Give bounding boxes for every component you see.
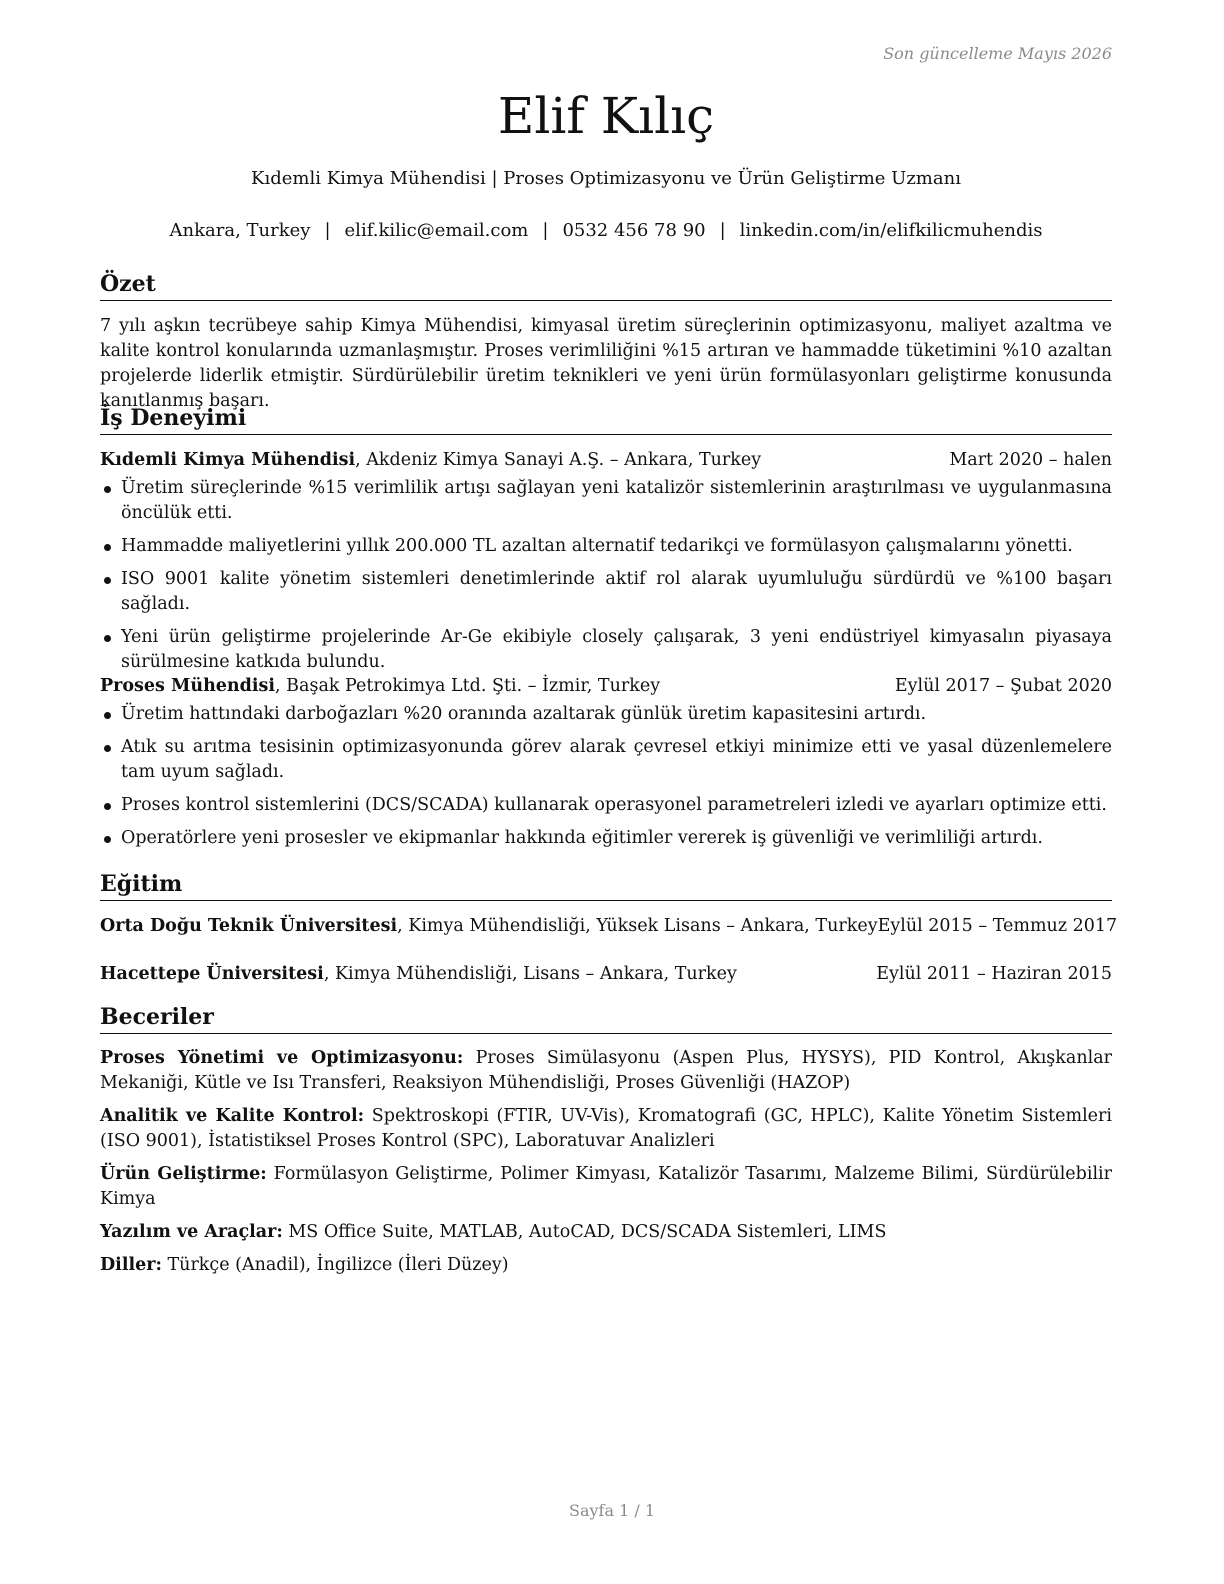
job-dates: Mart 2020 – halen	[949, 450, 1112, 470]
skill-item	[100, 1104, 1112, 1154]
skill-item	[100, 1162, 1112, 1212]
skill-text: Türkçe (Anadil), İngilizce (İleri Düzey)	[161, 1255, 509, 1275]
job-dates: Eylül 2017 – Şubat 2020	[894, 676, 1112, 696]
skill-label: Ürün Geliştirme:	[100, 1164, 267, 1184]
education-row	[100, 962, 1112, 987]
skill-text: Formülasyon Geliştirme, Polimer Kimyası, Katalizör Tasarımı, Malzeme Bilimi, Sürdürülebilir Kimya	[100, 1164, 1113, 1209]
job-bullet: Operatörlere yeni prosesler ve ekipmanlar hakkında eğitimler vererek iş güvenliği ve verimliliği artırdı.	[100, 826, 1112, 851]
job-org: , Başak Petrokimya Ltd. Şti. – İzmir, Turkey	[275, 676, 661, 696]
education-dates: Eylül 2015 – Temmuz 2017	[877, 916, 1118, 936]
skill-text: Proses Simülasyonu (Aspen Plus, HYSYS), PID Kontrol, Akışkanlar Mekaniği, Kütle ve Isı Transferi, Reaksiyon Mühendisliği, Proses Güvenliği (HAZOP)	[100, 1048, 1112, 1093]
job-bullets	[100, 476, 1112, 675]
contact-email[interactable]: elif.kilic@email.com	[344, 220, 529, 241]
education-entry	[100, 914, 1118, 939]
job-bullet: Atık su arıtma tesisinin optimizasyonunda görev alarak çevresel etkiyi minimize etti ve yasal düzenlemelere tam uyum sağladı.	[100, 735, 1112, 785]
education-row	[100, 914, 1118, 939]
skill-item	[100, 1253, 1112, 1278]
job-entry	[100, 448, 1112, 683]
contact-separator: |	[542, 220, 549, 241]
education-detail: , Kimya Mühendisliği, Yüksek Lisans – Ankara, Turkey	[397, 916, 878, 936]
education-dates: Eylül 2011 – Haziran 2015	[876, 964, 1112, 984]
job-header	[100, 674, 1112, 699]
job-bullet: Yeni ürün geliştirme projelerinde Ar-Ge ekibiyle closely çalışarak, 3 yeni endüstriyel kimyasalın piyasaya sürülmesine katkıda bulundu.	[100, 625, 1112, 675]
education-heading: Eğitim	[100, 870, 1112, 901]
job-role: Proses Mühendisi	[100, 676, 276, 696]
job-entry	[100, 674, 1112, 859]
experience-heading: İş Deneyimi	[100, 404, 1112, 435]
skill-text: MS Office Suite, MATLAB, AutoCAD, DCS/SCADA Sistemleri, LIMS	[282, 1222, 887, 1242]
skills-heading: Beceriler	[100, 1003, 1112, 1034]
page-number: Sayfa 1 / 1	[568, 1501, 655, 1520]
job-bullet: Üretim süreçlerinde %15 verimlilik artışı sağlayan yeni katalizör sistemlerinin araştırılması ve uygulanmasına öncülük etti.	[100, 476, 1112, 526]
job-org: , Akdeniz Kimya Sanayi A.Ş. – Ankara, Turkey	[355, 450, 762, 470]
skill-item	[100, 1046, 1112, 1096]
contact-separator: |	[719, 220, 726, 241]
contact-linkedin[interactable]: linkedin.com/in/elifkilicmuhendis	[739, 220, 1043, 241]
contact-separator: |	[324, 220, 331, 241]
education-school: Hacettepe Üniversitesi	[100, 964, 324, 984]
summary-text: 7 yılı aşkın tecrübeye sahip Kimya Mühendisi, kimyasal üretim süreçlerinin optimizasyonu, maliyet azaltma ve kalite kontrol konularında uzmanlaşmıştır. Proses verimliliğini %15 artıran ve hammadde tüketimini %10 azaltan projelerde liderlik etmiştir. Sürdürülebilir üretim teknikleri ve yeni ürün formülasyonları geliştirme konusunda kanıtlanmış başarı.	[100, 316, 1112, 411]
contact-phone: 0532 456 78 90	[562, 220, 706, 241]
last-updated: Son güncelleme Mayıs 2026	[883, 44, 1112, 63]
skill-label: Analitik ve Kalite Kontrol:	[100, 1106, 365, 1126]
education-detail: , Kimya Mühendisliği, Lisans – Ankara, Turkey	[323, 964, 737, 984]
job-bullets	[100, 702, 1112, 851]
person-name: Elif Kılıç	[497, 87, 715, 145]
contact-location: Ankara, Turkey	[169, 220, 311, 241]
job-bullet: Üretim hattındaki darboğazları %20 oranında azaltarak günlük üretim kapasitesini artırdı.	[100, 702, 1112, 727]
skill-label: Diller:	[100, 1255, 162, 1275]
skills-list	[100, 1046, 1112, 1286]
summary-heading: Özet	[100, 270, 1112, 301]
job-bullet: Proses kontrol sistemlerini (DCS/SCADA) kullanarak operasyonel parametreleri izledi ve ayarları optimize etti.	[100, 793, 1112, 818]
job-header	[100, 448, 1112, 473]
education-school: Orta Doğu Teknik Üniversitesi	[100, 916, 398, 936]
education-entry	[100, 962, 1112, 987]
skill-label: Yazılım ve Araçlar:	[100, 1222, 283, 1242]
job-role: Kıdemli Kimya Mühendisi	[100, 450, 356, 470]
job-bullet: Hammadde maliyetlerini yıllık 200.000 TL azaltan alternatif tedarikçi ve formülasyon çalışmalarını yönetti.	[100, 534, 1112, 559]
job-bullet: ISO 9001 kalite yönetim sistemleri denetimlerinde aktif rol alarak uyumluluğu sürdürdü ve %100 başarı sağladı.	[100, 567, 1112, 617]
skill-text: Spektroskopi (FTIR, UV-Vis), Kromatografi (GC, HPLC), Kalite Yönetim Sistemleri (ISO 9001), İstatistiksel Proses Kontrol (SPC), Laboratuvar Analizleri	[100, 1106, 1112, 1151]
job-subtitle: Kıdemli Kimya Mühendisi | Proses Optimizasyonu ve Ürün Geliştirme Uzmanı	[251, 168, 961, 189]
skill-label: Proses Yönetimi ve Optimizasyonu:	[100, 1048, 464, 1068]
skill-item	[100, 1220, 1112, 1245]
contact-line	[100, 219, 1112, 243]
